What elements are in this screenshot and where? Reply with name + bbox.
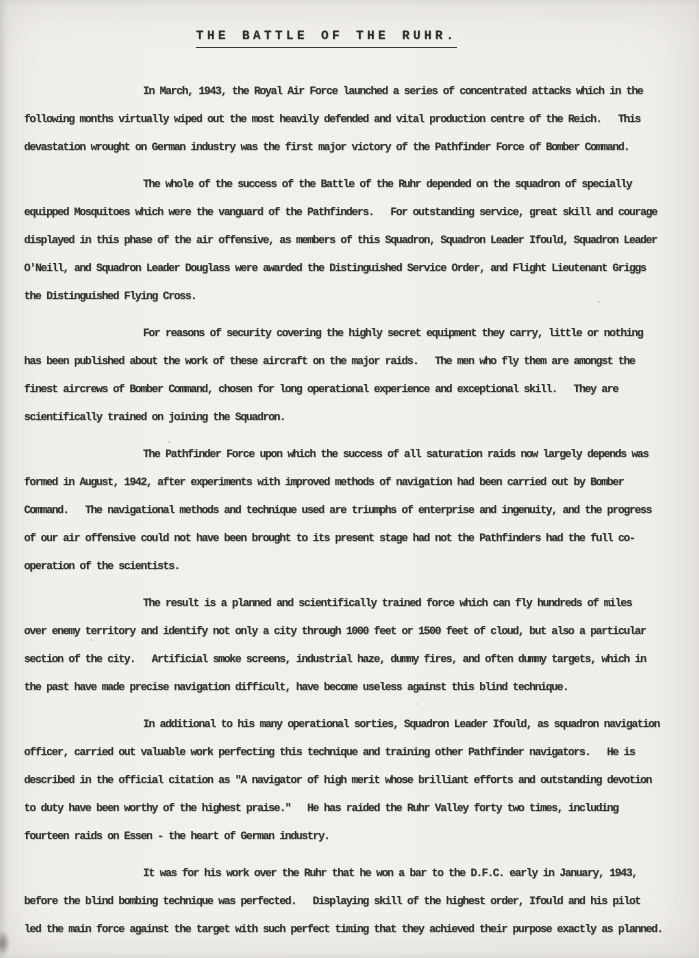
paragraph-6: In additional to his many operational sorties, Squadron Leader Ifould, as squadron navigation officer, carried out valuable work perfecting this technique and training other Pathfinder navigators. He is described in the official citation as "A navigator of high merit whose brilliant efforts and outstanding devotion to duty have been worthy of the highest praise." He has raided the Ruhr Valley forty two times, including fourteen raids on Essen - the heart of German industry. [24,718,660,843]
paragraph-7: It was for his work over the Ruhr that he won a bar to the D.F.C. early in January, 1943, before the blind bombing technique was perfected. Displaying skill of the highest order, Ifould and his pilot led the main force against the target with such perfect timing that they achieved their purpose exactly as planned. [24,867,663,936]
paragraph-2: The whole of the success of the Battle of the Ruhr depended on the squadron of specially equipped Mosquitoes which were the vanguard of the Pathfinders. For outstanding service, great skill and courage displayed in this phase of the air offensive, as members of this Squadron, Squadron Leader Ifould, Squadron Leader O'Neill, and Squadron Leader Douglass were awarded the Distinguished Service Order, and Flight Lieutenant Griggs the Distinguished Flying Cross. [24,178,657,303]
document-title: THE BATTLE OF THE RUHR. [196,30,457,48]
paper-specks [168,441,170,443]
paragraph-4: The Pathfinder Force upon which the success of all saturation raids now largely depends was formed in August, 1942, after experiments with improved methods of navigation had been carried out by Bomber Command. The navigational methods and technique used are triumphs of enterprise and ingenuity, and the progress of our air offensive could not have been brought to its present stage had not the Pathfinders had the full co- operation of the scientists. [24,448,652,573]
document-body [0,78,699,944]
paragraph-1: In March, 1943, the Royal Air Force launched a series of concentrated attacks which in the following months virtually wiped out the most heavily defended and vital production centre of the Reich. This devastation wrought on German industry was the first major victory of the Pathfinder Force of Bomber Command. [24,85,643,154]
paragraph-5: The result is a planned and scientifically trained force which can fly hundreds of miles over enemy territory and identify not only a city through 1000 feet or 1500 feet of cloud, but also a particular section of the city. Artificial smoke screens, industrial haze, dummy fires, and often dummy targets, which in the past have made precise navigation difficult, have become useless against this blind technique. [24,597,646,694]
paragraph-3: For reasons of security covering the highly secret equipment they carry, little or nothing has been published about the work of these aircraft on the major raids. The men who fly them are amongst the finest aircrews of Bomber Command, chosen for long operational experience and exceptional skill. They are scientifically trained on joining the Squadron. [24,327,643,424]
